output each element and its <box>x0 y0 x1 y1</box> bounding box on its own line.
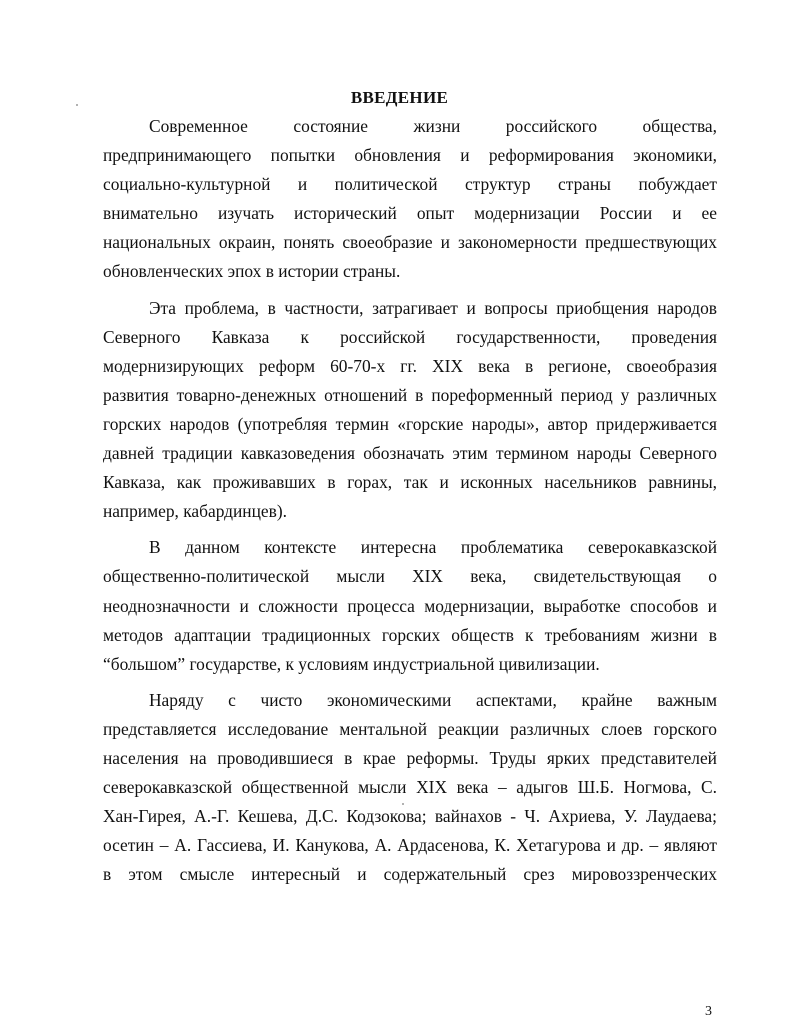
body-text <box>103 112 717 889</box>
text-line: предпринимающего попытки обновления и реформирования экономики, <box>103 145 717 166</box>
text-line: северокавказской общественной мысли XIX века – адыгов Ш.Б. Ногмова, С. <box>103 777 717 798</box>
paragraph <box>103 686 717 890</box>
text-line: давней традиции кавказоведения обозначать этим термином народы Северного <box>103 443 717 464</box>
paragraph <box>103 533 717 678</box>
text-line: Хан-Гирея, А.-Г. Кешева, Д.С. Кодзокова; вайнахов - Ч. Ахриева, У. Лаудаева; <box>103 806 717 827</box>
text-line: обновленческих эпох в истории страны. <box>103 261 401 282</box>
text-line: Эта проблема, в частности, затрагивает и вопросы приобщения народов <box>149 297 717 318</box>
paragraph <box>103 112 717 287</box>
text-line: развития товарно-денежных отношений в пореформенный период у различных <box>103 384 717 405</box>
text-line: Северного Кавказа к российской государственности, проведения <box>103 326 717 347</box>
text-line: например, кабардинцев). <box>103 501 287 522</box>
text-line: горских народов (употребляя термин «горские народы», автор придерживается <box>103 413 717 434</box>
text-line: в этом смысле интересный и содержательный срез мировоззренческих <box>103 864 717 885</box>
text-line: методов адаптации традиционных горских обществ к требованиям жизни в <box>103 624 717 645</box>
text-line: “большом” государстве, к условиям индустриальной цивилизации. <box>103 653 600 674</box>
page-number: 3 <box>705 1004 712 1019</box>
text-line: осетин – А. Гассиева, И. Канукова, А. Ардасенова, К. Хетагурова и др. – являют <box>103 835 717 856</box>
page-title: ВВЕДЕНИЕ <box>350 88 449 107</box>
scan-speck <box>76 104 78 106</box>
paragraph <box>103 294 717 527</box>
text-line: неоднозначности и сложности процесса модернизации, выработке способов и <box>103 595 717 616</box>
text-line: Современное состояние жизни российского общества, <box>149 116 717 136</box>
text-line: общественно-политической мысли XIX века, свидетельствующая о <box>103 566 717 587</box>
text-line: национальных окраин, понять своеобразие и закономерности предшествующих <box>103 232 717 253</box>
text-line: Кавказа, как проживавших в горах, так и исконных насельников равнины, <box>103 472 717 493</box>
text-line: модернизирующих реформ 60-70-х гг. XIX века в регионе, своеобразия <box>103 355 717 376</box>
text-line: внимательно изучать исторический опыт модернизации России и ее <box>103 203 717 224</box>
scan-speck <box>402 803 404 805</box>
text-line: Наряду с чисто экономическими аспектами, крайне важным <box>149 689 717 710</box>
text-line: населения на проводившиеся в крае реформы. Труды ярких представителей <box>103 747 717 768</box>
text-line: В данном контексте интересна проблематика северокавказской <box>149 537 717 558</box>
text-line: социально-культурной и политической структур страны побуждает <box>103 174 717 195</box>
text-line: представляется исследование ментальной реакции различных слоев горского <box>103 718 717 739</box>
